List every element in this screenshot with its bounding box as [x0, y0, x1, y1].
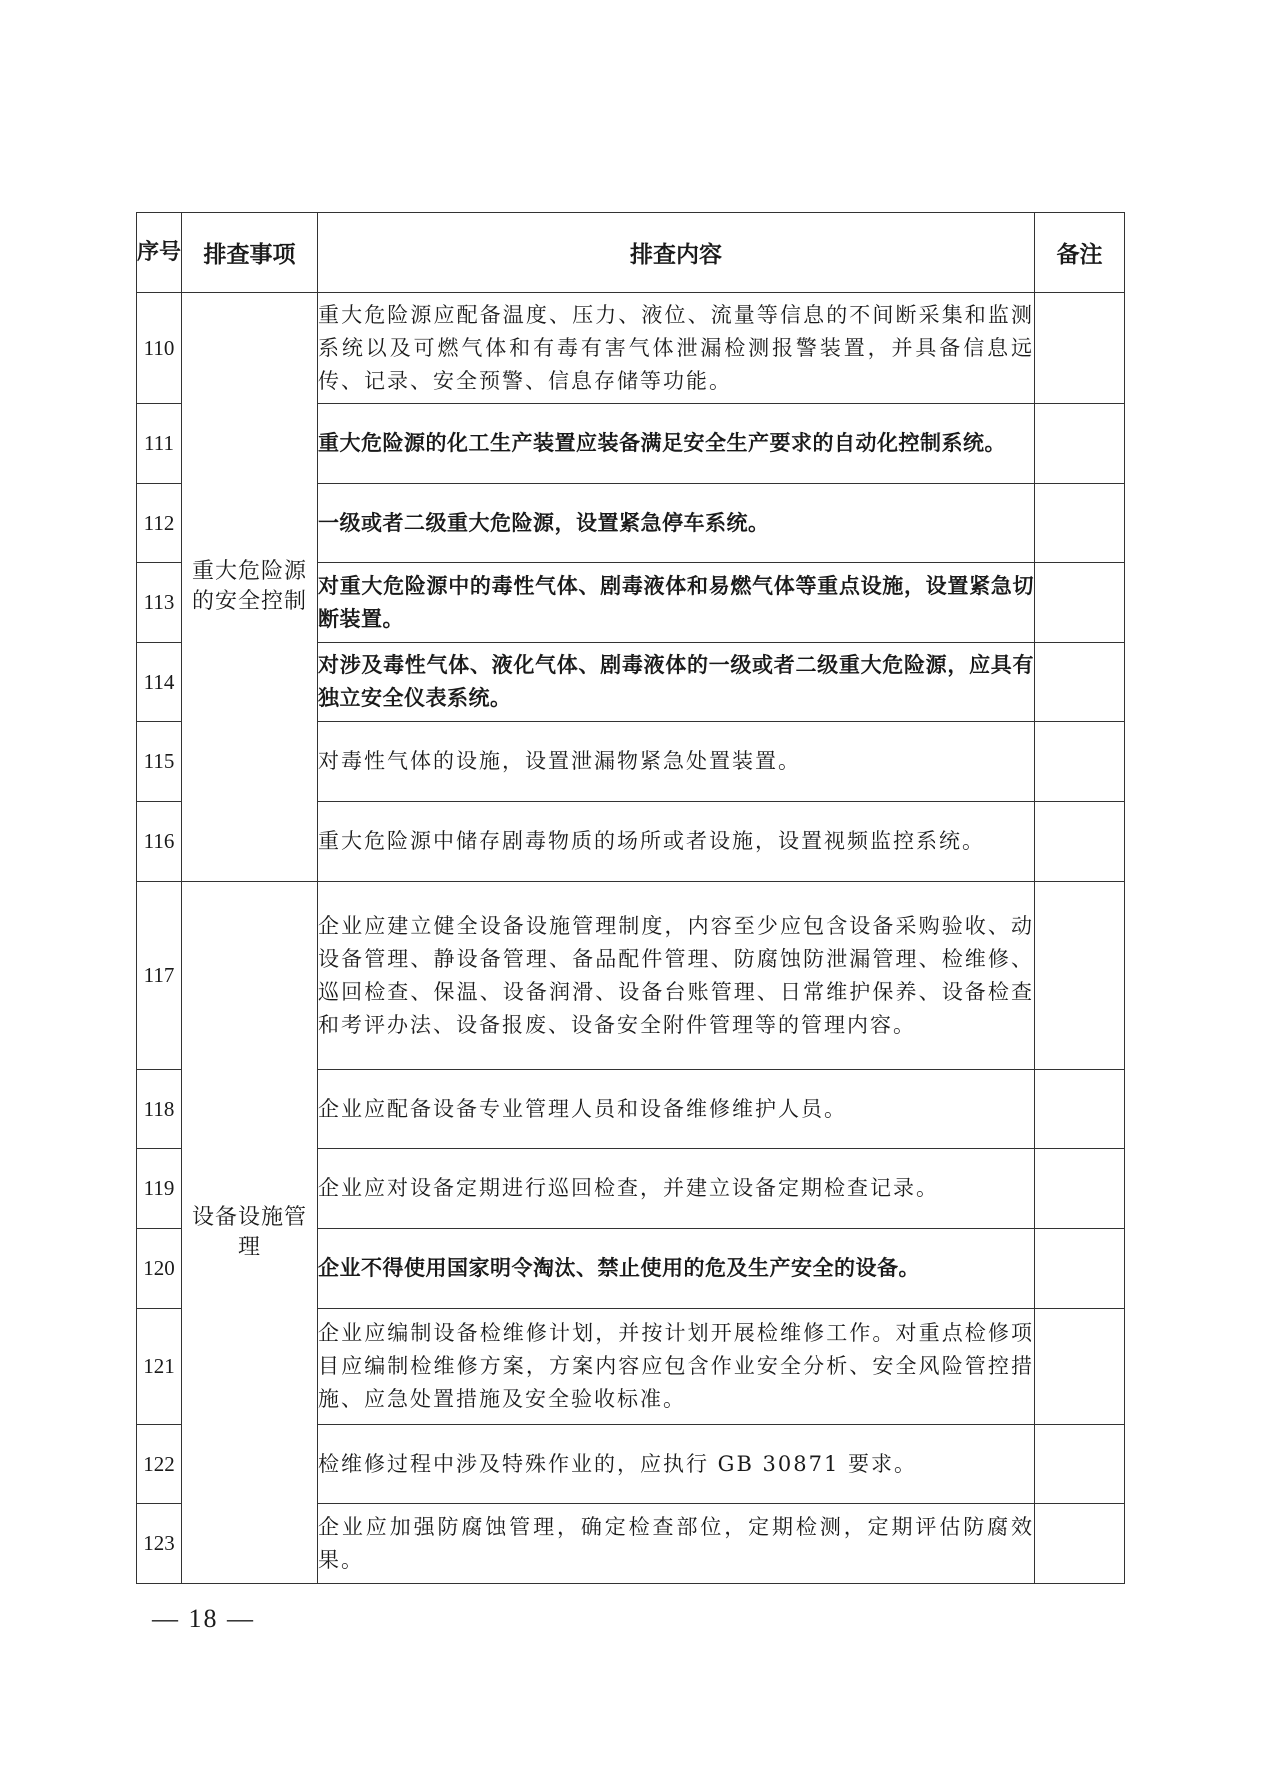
table-row — [137, 882, 1125, 1070]
row-num: 122 — [137, 1425, 182, 1504]
row-content: 一级或者二级重大危险源，设置紧急停车系统。 — [318, 484, 1035, 563]
row-content: 对涉及毒性气体、液化气体、剧毒液体的一级或者二级重大危险源，应具有独立安全仪表系统。 — [318, 643, 1035, 722]
row-content: 对毒性气体的设施，设置泄漏物紧急处置装置。 — [318, 722, 1035, 802]
table-row — [137, 293, 1125, 404]
row-content: 企业应加强防腐蚀管理，确定检查部位，定期检测，定期评估防腐效果。 — [318, 1504, 1035, 1584]
row-remark — [1035, 563, 1125, 643]
row-num: 110 — [137, 293, 182, 404]
row-remark — [1035, 802, 1125, 882]
category-cell: 设备设施管理 — [182, 882, 318, 1584]
row-content: 企业应建立健全设备设施管理制度，内容至少应包含设备采购验收、动设备管理、静设备管理、备品配件管理、防腐蚀防泄漏管理、检维修、巡回检查、保温、设备润滑、设备台账管理、日常维护保养、设备检查和考评办法、设备报废、设备安全附件管理等的管理内容。 — [318, 882, 1035, 1070]
row-num: 114 — [137, 643, 182, 722]
row-content: 重大危险源应配备温度、压力、液位、流量等信息的不间断采集和监测系统以及可燃气体和有毒有害气体泄漏检测报警装置，并具备信息远传、记录、安全预警、信息存储等功能。 — [318, 293, 1035, 404]
row-remark — [1035, 484, 1125, 563]
row-num: 119 — [137, 1149, 182, 1229]
row-content: 重大危险源中储存剧毒物质的场所或者设施，设置视频监控系统。 — [318, 802, 1035, 882]
row-content: 企业应对设备定期进行巡回检查，并建立设备定期检查记录。 — [318, 1149, 1035, 1229]
row-content: 企业应配备设备专业管理人员和设备维修维护人员。 — [318, 1070, 1035, 1149]
row-content: 企业应编制设备检维修计划，并按计划开展检维修工作。对重点检修项目应编制检维修方案，方案内容应包含作业安全分析、安全风险管控措施、应急处置措施及安全验收标准。 — [318, 1309, 1035, 1425]
row-remark — [1035, 1309, 1125, 1425]
header-content: 排查内容 — [318, 213, 1035, 293]
row-num: 115 — [137, 722, 182, 802]
row-num: 123 — [137, 1504, 182, 1584]
header-remark: 备注 — [1035, 213, 1125, 293]
row-content: 对重大危险源中的毒性气体、剧毒液体和易燃气体等重点设施，设置紧急切断装置。 — [318, 563, 1035, 643]
row-num: 113 — [137, 563, 182, 643]
row-remark — [1035, 1504, 1125, 1584]
row-remark — [1035, 293, 1125, 404]
row-remark — [1035, 1229, 1125, 1309]
row-remark — [1035, 882, 1125, 1070]
row-content: 检维修过程中涉及特殊作业的，应执行 GB 30871 要求。 — [318, 1425, 1035, 1504]
header-num: 序号 — [137, 213, 182, 293]
row-content: 重大危险源的化工生产装置应装备满足安全生产要求的自动化控制系统。 — [318, 404, 1035, 484]
row-remark — [1035, 722, 1125, 802]
category-cell: 重大危险源的安全控制 — [182, 293, 318, 882]
row-num: 117 — [137, 882, 182, 1070]
row-num: 112 — [137, 484, 182, 563]
row-num: 116 — [137, 802, 182, 882]
row-num: 120 — [137, 1229, 182, 1309]
row-remark — [1035, 404, 1125, 484]
row-num: 118 — [137, 1070, 182, 1149]
row-num: 121 — [137, 1309, 182, 1425]
row-num: 111 — [137, 404, 182, 484]
page-number: — 18 — — [152, 1604, 255, 1633]
row-remark — [1035, 1149, 1125, 1229]
table-header-row — [137, 213, 1125, 293]
row-content: 企业不得使用国家明令淘汰、禁止使用的危及生产安全的设备。 — [318, 1229, 1035, 1309]
header-category: 排查事项 — [182, 213, 318, 293]
row-remark — [1035, 643, 1125, 722]
row-remark — [1035, 1070, 1125, 1149]
row-remark — [1035, 1425, 1125, 1504]
inspection-table — [136, 212, 1125, 1584]
